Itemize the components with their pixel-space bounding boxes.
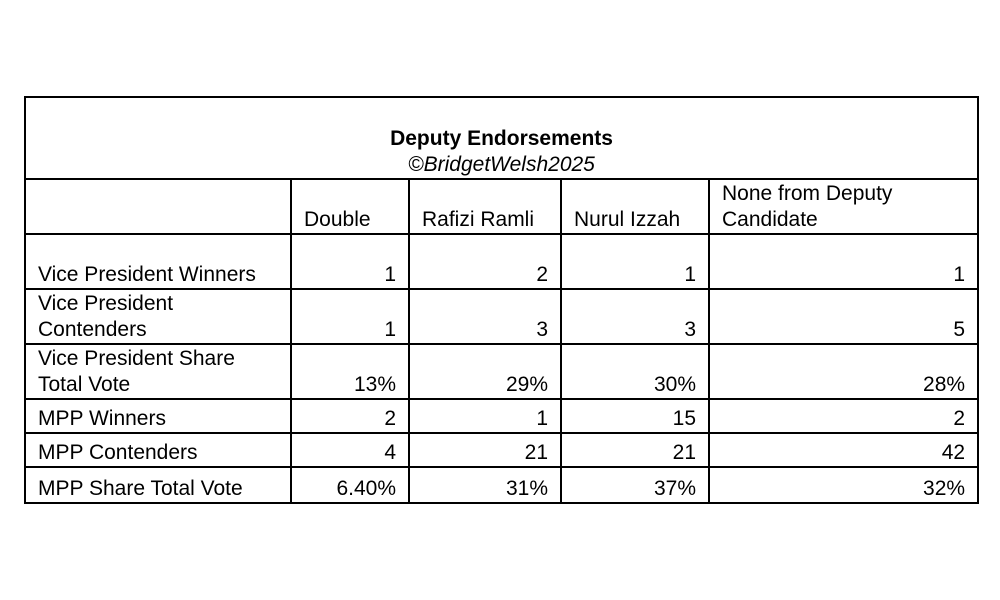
table-cell: 4 [291,433,409,467]
table-cell: 6.40% [291,467,409,503]
column-header-none-from-deputy: None from Deputy Candidate [709,179,978,234]
table-cell: 13% [291,344,409,399]
table-row-mpp-share [25,467,978,503]
table-cell: 42 [709,433,978,467]
deputy-endorsements-table-container [24,96,977,504]
table-cell: 2 [291,399,409,433]
deputy-endorsements-table [24,96,979,504]
table-row-vp-share [25,344,978,399]
table-row-mpp-contenders [25,433,978,467]
row-label: MPP Share Total Vote [25,467,291,503]
table-cell: 5 [709,289,978,344]
table-cell: 2 [709,399,978,433]
column-header-empty [25,179,291,234]
table-cell: 1 [409,399,561,433]
table-cell: 30% [561,344,709,399]
table-cell: 1 [291,289,409,344]
table-subtitle: ©BridgetWelsh2025 [408,153,595,176]
column-header-rafizi-ramli: Rafizi Ramli [409,179,561,234]
table-cell: 3 [409,289,561,344]
table-cell: 21 [409,433,561,467]
table-cell: 1 [709,234,978,289]
table-cell: 32% [709,467,978,503]
table-row-mpp-winners [25,399,978,433]
row-label: Vice President Winners [25,234,291,289]
table-title-cell [25,97,978,179]
table-cell: 1 [291,234,409,289]
table-cell: 31% [409,467,561,503]
table-cell: 2 [409,234,561,289]
table-cell: 21 [561,433,709,467]
table-cell: 29% [409,344,561,399]
table-row-vp-winners [25,234,978,289]
table-title: Deputy Endorsements [390,127,613,150]
table-cell: 3 [561,289,709,344]
column-header-nurul-izzah: Nurul Izzah [561,179,709,234]
row-label: Vice President Share Total Vote [25,344,291,399]
row-label: Vice President Contenders [25,289,291,344]
table-cell: 1 [561,234,709,289]
table-row-vp-contenders [25,289,978,344]
row-label: MPP Winners [25,399,291,433]
column-header-double: Double [291,179,409,234]
row-label: MPP Contenders [25,433,291,467]
table-cell: 37% [561,467,709,503]
table-cell: 15 [561,399,709,433]
table-cell: 28% [709,344,978,399]
